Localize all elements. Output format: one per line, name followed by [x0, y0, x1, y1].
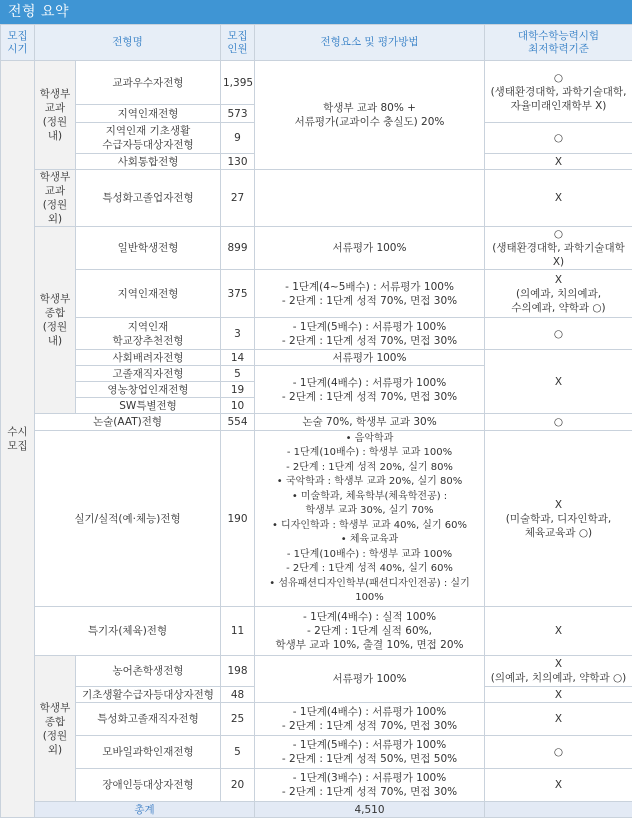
track-csat: ○ (생태환경대학, 과학기술대학 X): [485, 227, 632, 270]
table-row: [1, 769, 632, 802]
table-row: [1, 656, 632, 687]
track-name: 기초생활수급자등대상자전형: [76, 687, 221, 703]
track-csat: X: [485, 154, 632, 170]
table-row: [1, 431, 632, 607]
track-name: 교과우수자전형: [76, 61, 221, 105]
track-count: 14: [221, 350, 255, 366]
table-row: [1, 270, 632, 318]
track-count: 3: [221, 318, 255, 350]
track-csat: X: [485, 170, 632, 227]
track-csat: ○: [485, 736, 632, 769]
table-row: [1, 170, 632, 227]
total-spacer: [485, 802, 632, 818]
table-row: [1, 318, 632, 350]
track-name: 실기/실적(예·체능)전형: [35, 431, 221, 607]
track-count: 554: [221, 414, 255, 431]
track-csat: X (의예과, 치의예과, 약학과 ○): [485, 656, 632, 687]
header-row: [1, 25, 632, 61]
track-name: SW특별전형: [76, 398, 221, 414]
track-name: 지역인재 학교장추천전형: [76, 318, 221, 350]
track-name: 특성화고졸업자전형: [76, 170, 221, 227]
track-method: 논술 70%, 학생부 교과 30%: [255, 414, 485, 431]
track-csat: X: [485, 687, 632, 703]
table-row: [1, 350, 632, 366]
table-row: [1, 607, 632, 656]
admission-summary-table: [0, 24, 632, 818]
track-name: 특기자(체육)전형: [35, 607, 221, 656]
group-cell: 학생부 교과 (정원외): [35, 170, 76, 227]
header-count: 모집 인원: [221, 25, 255, 61]
track-count: 190: [221, 431, 255, 607]
track-csat: ○ (생태환경대학, 과학기술대학, 자율미래인재학부 X): [485, 61, 632, 123]
track-method: - 1단계(4배수) : 서류평가 100% - 2단계 : 1단계 성적 70%, 면접 30%: [255, 366, 485, 414]
track-name: 사회통합전형: [76, 154, 221, 170]
track-method: 서류평가 100%: [255, 350, 485, 366]
track-name: 지역인재전형: [76, 270, 221, 318]
period-cell: 수시 모집: [1, 61, 35, 818]
track-csat: X: [485, 607, 632, 656]
track-count: 5: [221, 366, 255, 382]
track-method: - 1단계(4배수) : 서류평가 100% - 2단계 : 1단계 성적 70%, 면접 30%: [255, 703, 485, 736]
track-name: 일반학생전형: [76, 227, 221, 270]
track-count: 9: [221, 123, 255, 154]
header-period: 모집 시기: [1, 25, 35, 61]
track-name: 농어촌학생전형: [76, 656, 221, 687]
track-csat: X: [485, 703, 632, 736]
track-method: - 1단계(4~5배수) : 서류평가 100% - 2단계 : 1단계 성적 70%, 면접 30%: [255, 270, 485, 318]
track-name: 논술(AAT)전형: [35, 414, 221, 431]
track-method: - 1단계(5배수) : 서류평가 100% - 2단계 : 1단계 성적 50%, 면접 50%: [255, 736, 485, 769]
track-method: - 1단계(5배수) : 서류평가 100% - 2단계 : 1단계 성적 70%, 면접 30%: [255, 318, 485, 350]
track-csat: ○: [485, 414, 632, 431]
track-csat: ○: [485, 123, 632, 154]
table-row: [1, 227, 632, 270]
track-count: 573: [221, 105, 255, 123]
table-row: [1, 414, 632, 431]
track-count: 11: [221, 607, 255, 656]
track-count: 5: [221, 736, 255, 769]
track-name: 특성화고졸재직자전형: [76, 703, 221, 736]
track-method: - 1단계(4배수) : 실적 100% - 2단계 : 1단계 실적 60%, 학생부 교과 10%, 출결 10%, 면접 20%: [255, 607, 485, 656]
group-cell: 학생부 종합 (정원외): [35, 656, 76, 802]
track-count: 10: [221, 398, 255, 414]
track-count: 20: [221, 769, 255, 802]
track-method: [255, 170, 485, 227]
track-name: 고졸재직자전형: [76, 366, 221, 382]
track-count: 48: [221, 687, 255, 703]
track-csat: X (미술학과, 디자인학과, 체육교육과 ○): [485, 431, 632, 607]
track-name: 지역인재 기초생활 수급자등대상자전형: [76, 123, 221, 154]
track-method: 학생부 교과 80% + 서류평가(교과이수 충실도) 20%: [255, 61, 485, 170]
total-count: 4,510: [255, 802, 485, 818]
track-name: 영농창업인재전형: [76, 382, 221, 398]
page-title: 전형 요약: [0, 0, 632, 24]
track-csat: X (의예과, 치의예과, 수의예과, 약학과 ○): [485, 270, 632, 318]
track-method: - 1단계(3배수) : 서류평가 100% - 2단계 : 1단계 성적 70%, 면접 30%: [255, 769, 485, 802]
track-csat: X: [485, 350, 632, 414]
track-name: 모바일과학인재전형: [76, 736, 221, 769]
track-csat: X: [485, 769, 632, 802]
header-name: 전형명: [35, 25, 221, 61]
track-count: 375: [221, 270, 255, 318]
table-row: [1, 736, 632, 769]
group-cell: 학생부 교과 (정원내): [35, 61, 76, 170]
track-count: 130: [221, 154, 255, 170]
header-csat: 대학수학능력시험 최저학력기준: [485, 25, 632, 61]
track-method: 서류평가 100%: [255, 656, 485, 703]
track-count: 25: [221, 703, 255, 736]
track-method: • 음악학과 - 1단계(10배수) : 학생부 교과 100% - 2단계 : 1단계 성적 20%, 실기 80% • 국악학과 : 학생부 교과 20%, 실기 80% • 미술학과, 체육학부(체육학전공) : 학생부 교과 30%, 실기 70% • 디자인학과 : 학생부 교과 40%, 실기 60% • 체육교육과 - 1단계(10배수) : 학생부 교과 100% - 2단계 : 1단계 성적 40%, 실기 60% • 섬유패션디자인학부(패션디자인전공) : 실기 100%: [255, 431, 485, 607]
table-row: [1, 61, 632, 105]
track-name: 사회배려자전형: [76, 350, 221, 366]
total-row: [1, 802, 632, 818]
track-csat: ○: [485, 318, 632, 350]
track-count: 19: [221, 382, 255, 398]
track-method: 서류평가 100%: [255, 227, 485, 270]
group-cell: 학생부 종합 (정원내): [35, 227, 76, 414]
track-count: 1,395: [221, 61, 255, 105]
track-count: 899: [221, 227, 255, 270]
track-count: 27: [221, 170, 255, 227]
header-method: 전형요소 및 평가방법: [255, 25, 485, 61]
table-row: [1, 703, 632, 736]
track-name: 장애인등대상자전형: [76, 769, 221, 802]
track-count: 198: [221, 656, 255, 687]
track-name: 지역인재전형: [76, 105, 221, 123]
total-label: 총계: [35, 802, 255, 818]
